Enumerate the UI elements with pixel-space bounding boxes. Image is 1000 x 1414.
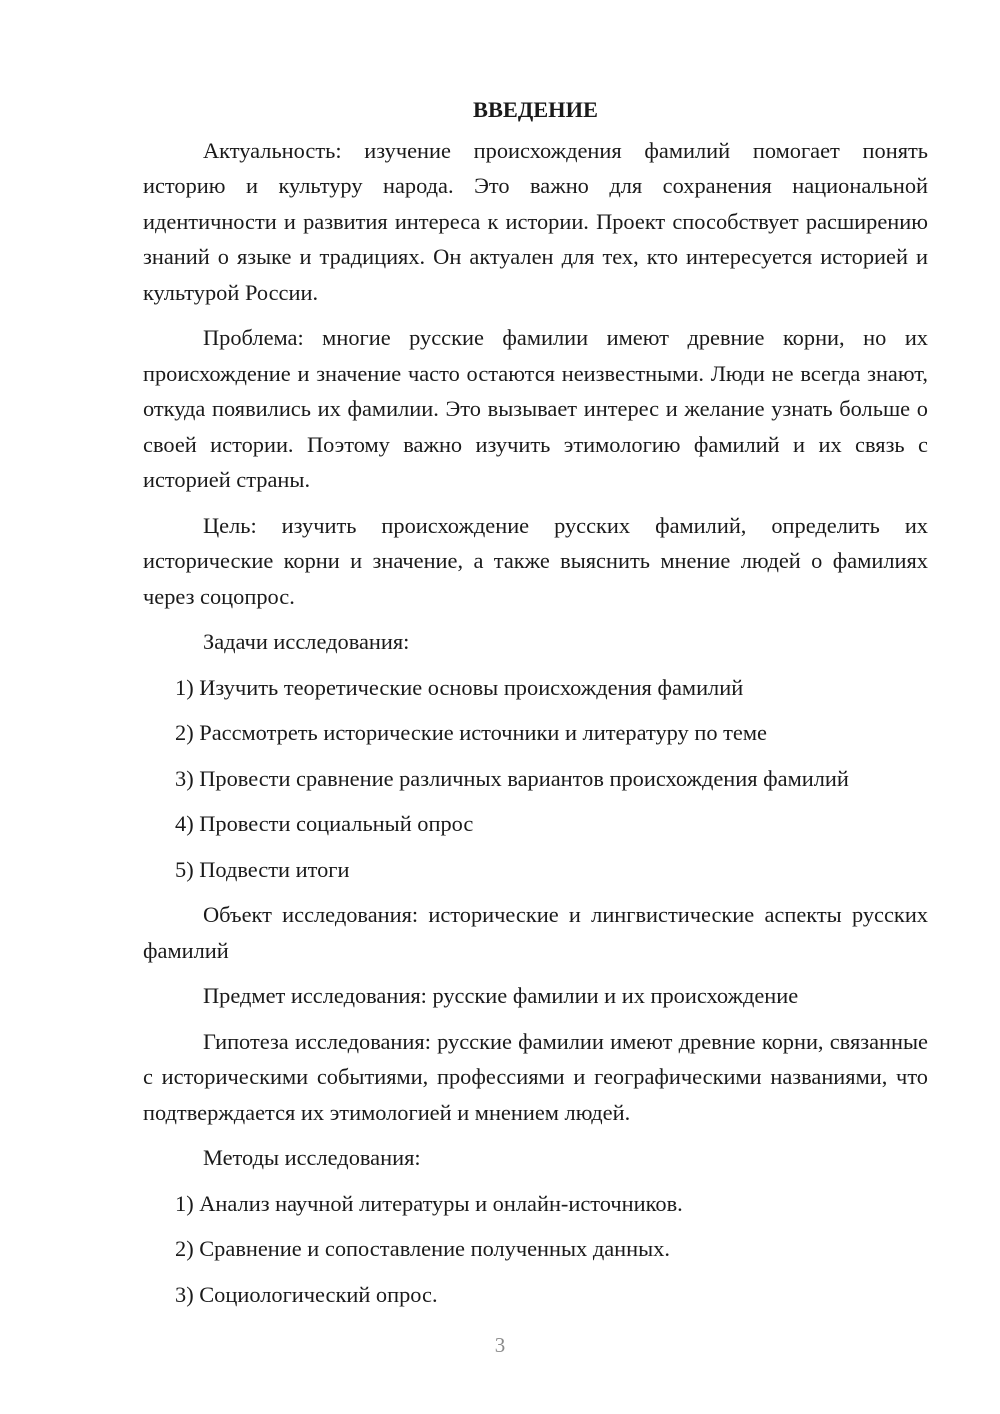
task-item-2: 2) Рассмотреть исторические источники и литературу по теме xyxy=(175,720,767,745)
task-item-5: 5) Подвести итоги xyxy=(175,856,350,882)
method-item-3: 3) Социологический опрос. xyxy=(175,1281,438,1307)
goal-paragraph: Цель: изучить происхождение русских фамилий, определить их исторические корни и значение, а также выяснить мнение людей о фамилиях через соцопрос. xyxy=(143,512,928,609)
page-number: 3 xyxy=(494,1333,506,1357)
document-page xyxy=(143,92,928,1322)
section-title: ВВЕДЕНИЕ xyxy=(473,97,598,122)
problem-paragraph: Проблема: многие русские фамилии имеют древние корни, но их происхождение и значение часто остаются неизвестными. Люди не всегда знают, откуда появились их фамилии. Это вызывает интерес и желание узнать больше о своей истории. Поэтому важно изучить этимологию фамилий и их связь с историей страны. xyxy=(143,325,928,492)
hypothesis-paragraph: Гипотеза исследования: русские фамилии имеют древние корни, связанные с историческими событиями, профессиями и географическими названиями, что подтверждается их этимологией и мнением людей. xyxy=(143,1028,928,1125)
method-item-1: 1) Анализ научной литературы и онлайн-источников. xyxy=(175,1190,683,1216)
methods-heading: Методы исследования: xyxy=(203,1145,421,1170)
task-item-1: 1) Изучить теоретические основы происхождения фамилий xyxy=(175,674,744,700)
method-item-2: 2) Сравнение и сопоставление полученных данных. xyxy=(175,1236,670,1261)
subject-paragraph: Предмет исследования: русские фамилии и их происхождение xyxy=(203,983,799,1008)
task-item-3: 3) Провести сравнение различных вариантов происхождения фамилий xyxy=(175,765,849,791)
task-item-4: 4) Провести социальный опрос xyxy=(175,811,474,836)
tasks-heading: Задачи исследования: xyxy=(203,629,410,654)
relevance-paragraph: Актуальность: изучение происхождения фамилий помогает понять историю и культуру народа. Это важно для сохранения национальной идентичности и развития интереса к истории. Проект способствует расширению знаний о языке и традициях. Он актуален для тех, кто интересуется историей и культурой России. xyxy=(143,137,928,305)
object-paragraph: Объект исследования: исторические и лингвистические аспекты русских фамилий xyxy=(143,902,928,963)
